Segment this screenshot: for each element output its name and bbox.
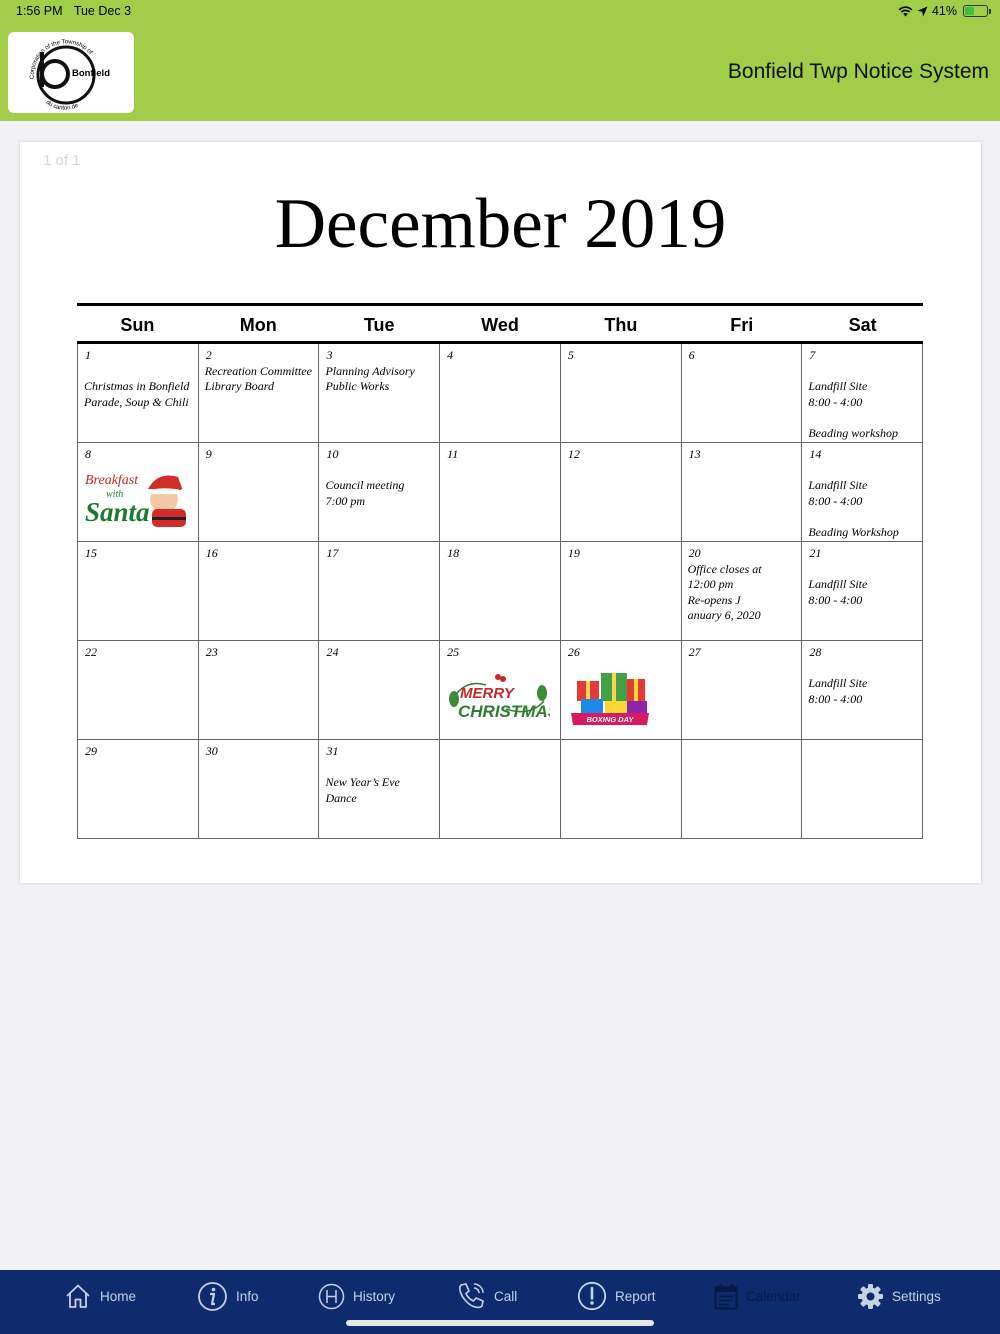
day-number: 12 — [567, 447, 580, 461]
calendar-day-cell — [199, 443, 320, 541]
day-events: Council meeting 7:00 pm — [325, 478, 405, 508]
status-time: 1:56 PM — [16, 4, 63, 18]
tab-calendar[interactable] — [714, 1280, 801, 1312]
calendar-day-cell — [561, 641, 682, 739]
tab-home[interactable] — [64, 1280, 136, 1312]
calendar-day-cell — [319, 641, 440, 739]
calendar-icon — [714, 1283, 738, 1310]
calendar-day-cell — [682, 542, 803, 640]
day-number: 16 — [205, 546, 218, 560]
logo-bottom-text: du canton de — [44, 99, 80, 112]
calendar-day-cell — [440, 740, 561, 838]
day-number: 8 — [85, 447, 91, 461]
battery-percent: 41% — [931, 4, 957, 18]
tab-label: Settings — [892, 1288, 941, 1304]
art-text-line: BOXING DAY — [586, 715, 634, 724]
art-text-line: with — [106, 489, 124, 500]
calendar-day-cell — [319, 542, 440, 640]
calendar-day-cell — [802, 740, 923, 838]
pdf-page[interactable] — [20, 142, 981, 883]
calendar-day-cell — [440, 443, 561, 541]
location-arrow-icon — [917, 6, 928, 17]
day-number: 22 — [85, 645, 97, 659]
day-events: Office closes at 12:00 pm Re-opens J anuary 6, 2020 — [687, 561, 762, 622]
calendar-day-cell — [802, 641, 923, 739]
day-number: 23 — [205, 645, 218, 659]
holiday-illustration — [84, 469, 188, 534]
report-icon — [577, 1281, 607, 1311]
logo-top-text: Corporation of the Township of — [29, 39, 94, 80]
day-number: 6 — [688, 348, 695, 362]
calendar-grid — [77, 344, 923, 839]
day-number: 13 — [688, 447, 701, 461]
calendar-day-cell — [319, 740, 440, 838]
calendar-day-cell — [440, 641, 561, 739]
day-number: 10 — [326, 447, 339, 461]
day-number: 21 — [809, 546, 822, 560]
holiday-illustration — [446, 667, 550, 732]
calendar-day-cell — [440, 344, 561, 442]
calendar-day-cell — [78, 443, 199, 541]
day-events: Landfill Site 8:00 - 4:00 Beading Workshop — [808, 478, 899, 539]
day-events: New Year’s Eve Dance — [325, 775, 400, 805]
calendar-table — [77, 303, 923, 839]
tab-label: Calendar — [746, 1288, 801, 1304]
day-number: 4 — [447, 348, 454, 362]
logo-name: Bonfield — [72, 68, 110, 79]
calendar-week-row — [78, 740, 923, 839]
tab-label: Info — [236, 1288, 259, 1304]
tab-history[interactable] — [318, 1280, 395, 1312]
battery-icon — [963, 5, 988, 17]
status-bar — [16, 4, 988, 22]
calendar-day-cell — [802, 344, 923, 442]
weekday-header: Fri — [730, 315, 754, 335]
calendar-day-cell — [682, 443, 803, 541]
day-number: 31 — [326, 744, 339, 758]
weekday-header-row — [77, 306, 923, 344]
day-number: 26 — [567, 645, 580, 659]
calendar-week-row — [78, 344, 923, 443]
day-number: 14 — [809, 447, 822, 461]
wifi-icon — [898, 6, 913, 17]
day-number: 11 — [447, 447, 459, 461]
calendar-day-cell — [199, 344, 320, 442]
tab-info[interactable] — [197, 1280, 259, 1312]
day-number: 9 — [205, 447, 212, 461]
calendar-month-title: December 2019 — [274, 185, 727, 263]
app-title: Bonfield Twp Notice System — [727, 60, 989, 83]
day-number: 20 — [688, 546, 701, 560]
tab-call[interactable] — [456, 1280, 517, 1312]
day-number: 5 — [567, 348, 574, 362]
day-number: 25 — [447, 645, 460, 659]
day-number: 15 — [85, 546, 97, 560]
calendar-day-cell — [78, 344, 199, 442]
calendar-day-cell — [682, 740, 803, 838]
day-events: Landfill Site 8:00 - 4:00 — [808, 577, 868, 607]
calendar-day-cell — [199, 542, 320, 640]
calendar-day-cell — [78, 641, 199, 739]
calendar-day-cell — [199, 740, 320, 838]
calendar-day-cell — [78, 740, 199, 838]
art-text-line: Santa — [85, 497, 150, 527]
day-number: 3 — [326, 348, 333, 362]
art-text-line: MERRY — [460, 685, 515, 702]
tab-settings[interactable] — [857, 1280, 941, 1312]
weekday-header: Sat — [848, 315, 877, 335]
calendar-day-cell — [78, 542, 199, 640]
day-events: Planning Advisory Public Works — [325, 363, 415, 393]
calendar-day-cell — [440, 542, 561, 640]
weekday-header: Thu — [604, 315, 638, 335]
calendar-day-cell — [561, 542, 682, 640]
calendar-day-cell — [802, 542, 923, 640]
day-events: Landfill Site 8:00 - 4:00 Beading workshop — [808, 379, 898, 440]
home-icon — [64, 1282, 92, 1310]
calendar-day-cell — [561, 344, 682, 442]
page-indicator: 1 of 1 — [43, 152, 81, 169]
day-number: 27 — [688, 645, 701, 659]
weekday-header: Sun — [120, 315, 155, 335]
day-events: Christmas in Bonfield Parade, Soup & Chili — [84, 379, 190, 409]
tab-report[interactable] — [577, 1280, 656, 1312]
day-events: Recreation Committee Library Board — [204, 363, 312, 393]
tab-label: Report — [615, 1288, 656, 1304]
holiday-illustration — [567, 667, 653, 740]
app-header — [0, 0, 1000, 121]
day-number: 29 — [85, 744, 97, 758]
tab-label: Home — [100, 1288, 137, 1304]
calendar-day-cell — [682, 641, 803, 739]
info-icon — [197, 1281, 228, 1312]
art-text-line: CHRISTMAS — [458, 702, 551, 721]
history-icon — [318, 1283, 345, 1310]
home-indicator — [346, 1320, 654, 1326]
township-logo — [8, 32, 134, 113]
day-number: 24 — [326, 645, 339, 659]
calendar-week-row — [78, 443, 923, 542]
day-number: 7 — [809, 348, 816, 362]
day-events: Landfill Site 8:00 - 4:00 — [808, 676, 868, 706]
status-date: Tue Dec 3 — [73, 4, 132, 18]
calendar-day-cell — [561, 740, 682, 838]
calendar-day-cell — [199, 641, 320, 739]
calendar-week-row — [78, 542, 923, 641]
day-number: 28 — [809, 645, 822, 659]
day-number: 19 — [567, 546, 580, 560]
weekday-header: Tue — [363, 315, 395, 335]
weekday-header: Mon — [239, 315, 277, 335]
phone-icon — [456, 1281, 486, 1311]
day-number: 2 — [205, 348, 212, 362]
tab-label: History — [353, 1288, 396, 1304]
day-number: 18 — [447, 546, 460, 560]
gear-icon — [857, 1283, 884, 1310]
day-number: 30 — [205, 744, 218, 758]
calendar-day-cell — [319, 443, 440, 541]
calendar-week-row — [78, 641, 923, 740]
day-number: 1 — [85, 348, 91, 362]
tab-label: Call — [494, 1288, 518, 1304]
calendar-day-cell — [319, 344, 440, 442]
calendar-day-cell — [561, 443, 682, 541]
weekday-header: Wed — [481, 315, 519, 335]
calendar-day-cell — [802, 443, 923, 541]
calendar-day-cell — [682, 344, 803, 442]
day-number: 17 — [326, 546, 339, 560]
art-text-line: Breakfast — [85, 473, 139, 488]
